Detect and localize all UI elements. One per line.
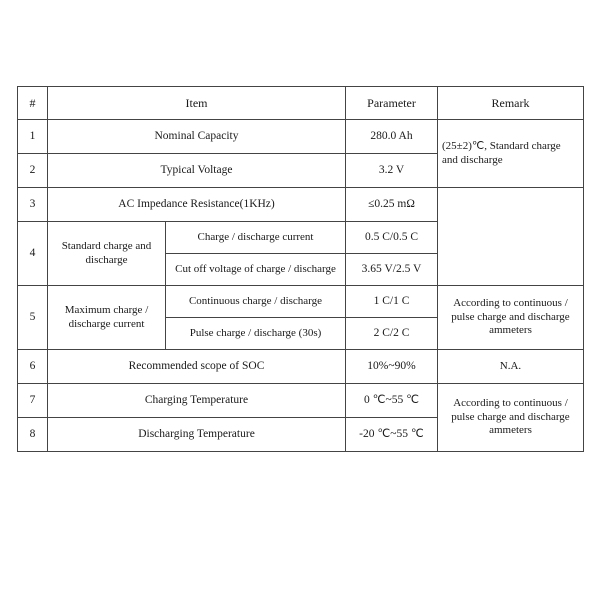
row-parameter: 2 C/2 C [346,318,438,350]
row-subitem: Cut off voltage of charge / discharge [166,254,346,286]
table-row [18,384,584,418]
row-parameter: 1 C/1 C [346,286,438,318]
row-parameter: 280.0 Ah [346,120,438,154]
row-item: Nominal Capacity [48,120,346,154]
header-parameter: Parameter [346,87,438,120]
header-number: # [18,87,48,120]
row-parameter: 0.5 C/0.5 C [346,222,438,254]
row-parameter: 0 ℃~55 ℃ [346,384,438,418]
row-parameter: ≤0.25 mΩ [346,188,438,222]
header-remark: Remark [438,87,584,120]
row-number: 3 [18,188,48,222]
row-subitem: Charge / discharge current [166,222,346,254]
row-remark: According to continuous / pulse charge and discharge ammeters [438,384,584,452]
row-item: AC Impedance Resistance(1KHz) [48,188,346,222]
row-parameter: -20 ℃~55 ℃ [346,418,438,452]
row-remark [438,188,584,286]
row-subitem: Pulse charge / discharge (30s) [166,318,346,350]
row-item-group: Standard charge and discharge [48,222,166,286]
table-row [18,188,584,222]
table-row [18,286,584,318]
table-row [18,350,584,384]
header-item: Item [48,87,346,120]
row-number: 2 [18,154,48,188]
row-number: 1 [18,120,48,154]
row-number: 7 [18,384,48,418]
row-item: Recommended scope of SOC [48,350,346,384]
row-number: 8 [18,418,48,452]
row-subitem: Continuous charge / discharge [166,286,346,318]
row-remark: N.A. [438,350,584,384]
row-remark: According to continuous / pulse charge and discharge ammeters [438,286,584,350]
table-header-row [18,87,584,120]
row-parameter: 10%~90% [346,350,438,384]
row-parameter: 3.65 V/2.5 V [346,254,438,286]
table-row [18,120,584,154]
row-item: Typical Voltage [48,154,346,188]
row-parameter: 3.2 V [346,154,438,188]
row-item: Charging Temperature [48,384,346,418]
row-number: 6 [18,350,48,384]
battery-spec-table [17,86,584,452]
row-item-group: Maximum charge / discharge current [48,286,166,350]
row-item: Discharging Temperature [48,418,346,452]
row-number: 5 [18,286,48,350]
spec-table-container [17,86,583,452]
row-remark: (25±2)℃, Standard charge and discharge [438,120,584,188]
row-number: 4 [18,222,48,286]
